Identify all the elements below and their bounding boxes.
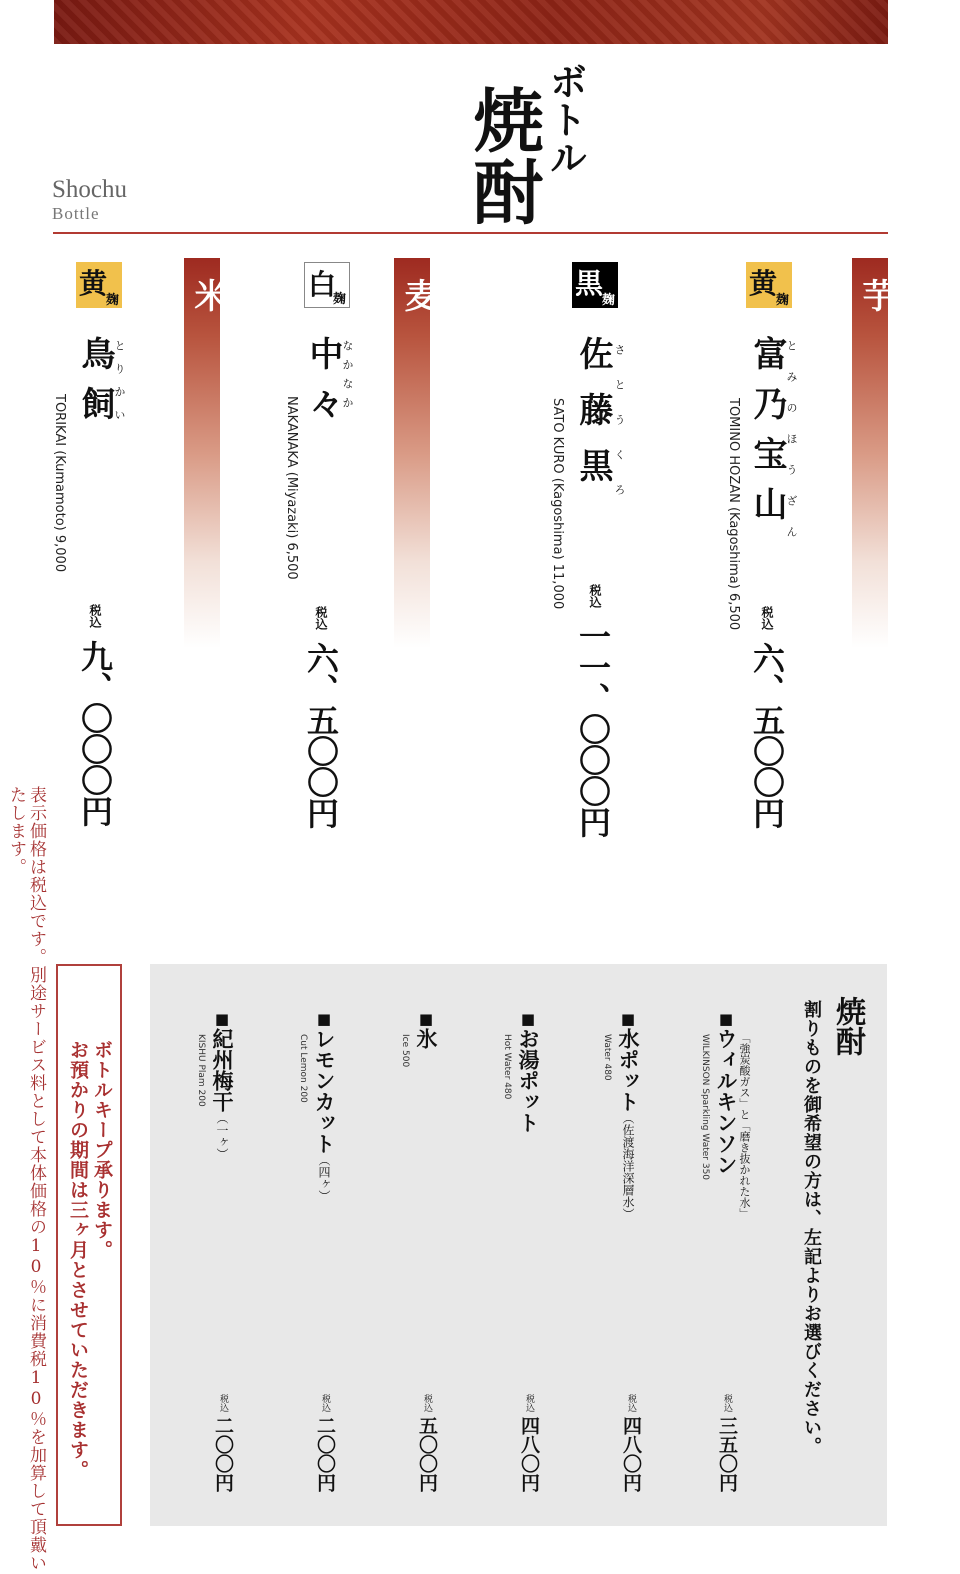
- mixer-suffix: （四ヶ）: [317, 1154, 331, 1202]
- koji-suffix: 麹: [601, 293, 615, 308]
- koji-suffix: 麹: [105, 293, 119, 308]
- mixer-price: 二〇〇円: [212, 1416, 234, 1492]
- product-name: 富乃宝山: [747, 336, 787, 536]
- product-english: TOMINO HOZAN (Kagoshima) 6,500: [726, 398, 741, 631]
- mixer-item: [210, 1010, 234, 1160]
- tax-label: 税込: [422, 1394, 432, 1412]
- category-ribbon-imo: [852, 258, 896, 648]
- koji-type: 白: [308, 268, 337, 301]
- koji-badge: [304, 262, 350, 308]
- mixer-name: お湯ポット: [516, 1028, 541, 1133]
- mixer-name: 水ポット: [616, 1028, 641, 1112]
- tax-label: 税込: [218, 1394, 228, 1412]
- mixer-name: レモンカット: [312, 1028, 337, 1154]
- page-title: 焼酎: [462, 84, 545, 228]
- product-english: NAKANAKA (Miyazaki) 6,500: [284, 396, 299, 580]
- mixer-english: Ice 500: [400, 1034, 410, 1068]
- koji-badge: [572, 262, 618, 308]
- product-price: 一一、〇〇〇円: [574, 620, 612, 837]
- header-banner: [54, 0, 888, 44]
- koji-type: 黄: [79, 267, 108, 300]
- mixer-english: KISHU Plam 200: [196, 1034, 206, 1107]
- category-ribbon-mugi: [394, 258, 438, 648]
- header-divider: [53, 232, 888, 234]
- mixer-suffix: （佐渡海洋深層水）: [621, 1112, 635, 1220]
- category-ribbon-kome: [184, 258, 228, 648]
- tax-label: 税込: [722, 1394, 732, 1412]
- koji-badge: [76, 262, 122, 308]
- english-subtitle: Bottle: [52, 204, 100, 223]
- category-label: 米: [188, 278, 228, 312]
- tax-label: 税込: [588, 584, 602, 608]
- mixer-name: 紀州梅干: [210, 1028, 235, 1112]
- mixer-note: 「強炭酸ガス」と「磨き抜かれた水」: [738, 1032, 751, 1219]
- tax-label: 税込: [320, 1394, 330, 1412]
- bullet-icon: ■: [519, 1010, 537, 1028]
- bullet-icon: ■: [213, 1010, 231, 1028]
- product-ruby: さとうくろ: [613, 344, 626, 519]
- koji-badge: [746, 262, 792, 308]
- tax-label: 税込: [524, 1394, 534, 1412]
- product-price: 六、五〇〇円: [302, 642, 340, 828]
- mixer-item: [516, 1010, 540, 1133]
- mixer-name: 氷: [414, 1028, 439, 1049]
- category-label: 麦: [398, 278, 438, 312]
- mixer-price: 二〇〇円: [314, 1416, 336, 1492]
- tax-label: 税込: [626, 1394, 636, 1412]
- product-name: 鳥飼: [75, 336, 115, 436]
- bottle-keep-text: [66, 1040, 114, 1480]
- mixer-english: Water 480: [602, 1034, 612, 1081]
- product-name: 中々: [303, 336, 343, 436]
- mixer-english: WILKINSON Sparkling Water 350: [700, 1034, 710, 1181]
- product-ruby: なかなか: [341, 340, 354, 416]
- product-name: 佐藤黒: [573, 336, 613, 504]
- mixer-suffix: （一ヶ）: [215, 1112, 229, 1160]
- bullet-icon: ■: [417, 1010, 435, 1028]
- mixer-price: 三五〇円: [716, 1416, 738, 1492]
- koji-suffix: 麹: [332, 292, 346, 307]
- keep-line-2: お預かりの期間は三ヶ月とさせていただきます。: [67, 1040, 89, 1480]
- english-title: Shochu: [52, 176, 127, 203]
- koji-type: 黒: [575, 267, 604, 300]
- tax-label: 税込: [314, 606, 328, 630]
- category-label: 芋: [856, 278, 896, 312]
- keep-line-1: ボトルキープ承ります。: [91, 1040, 113, 1260]
- product-ruby: とりかい: [113, 340, 126, 432]
- tax-label: 税込: [88, 604, 102, 628]
- mixer-price: 四八〇円: [518, 1416, 540, 1492]
- product-ruby: とみのほうざん: [785, 340, 798, 557]
- koji-type: 黄: [749, 267, 778, 300]
- mixers-intro: 割りものを御希望の方は、左記よりお選びください。: [801, 1000, 822, 1456]
- bullet-icon: ■: [717, 1010, 735, 1028]
- mixer-name: ウィルキンソン: [714, 1028, 739, 1175]
- page-subtitle: ボトル: [543, 62, 588, 176]
- bullet-icon: ■: [315, 1010, 333, 1028]
- product-english: TORIKAI (Kumamoto) 9,000: [52, 394, 67, 573]
- product-english: SATO KURO (Kagoshima) 11,000: [550, 398, 565, 610]
- mixer-item: [414, 1010, 438, 1049]
- mixer-price: 五〇〇円: [416, 1416, 438, 1492]
- mixer-item: [616, 1010, 640, 1220]
- bullet-icon: ■: [619, 1010, 637, 1028]
- mixers-heading: 焼酎: [830, 996, 865, 1056]
- tax-service-note: 表示価格は税込です。別途サービス料として本体価格の10％に消費税10％を加算して頂戴いたします。: [6, 786, 46, 1572]
- product-price: 六、五〇〇円: [748, 642, 786, 828]
- koji-suffix: 麹: [775, 293, 789, 308]
- mixer-english: Hot Water 480: [502, 1034, 512, 1100]
- mixer-item: [714, 1010, 738, 1175]
- mixer-item: [312, 1010, 336, 1202]
- mixer-english: Cut Lemon 200: [298, 1034, 308, 1103]
- mixer-price: 四八〇円: [620, 1416, 642, 1492]
- product-price: 九、〇〇〇円: [76, 640, 114, 826]
- tax-label: 税込: [760, 606, 774, 630]
